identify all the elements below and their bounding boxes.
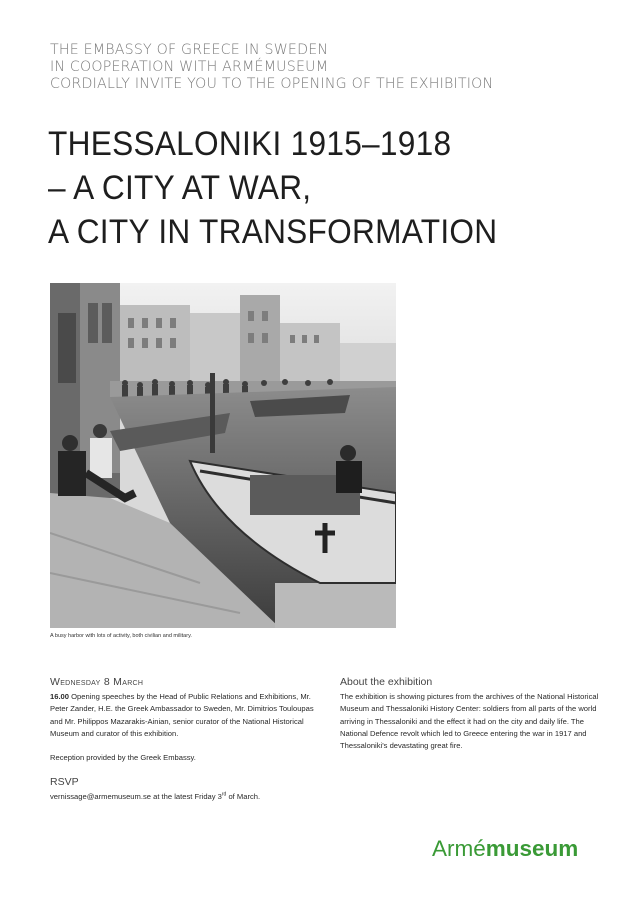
event-program: [50, 691, 315, 740]
event-details: [50, 676, 315, 804]
title-line-3: A CITY IN TRANSFORMATION: [48, 213, 498, 251]
title-line-1: THESSALONIKI 1915–1918: [48, 125, 452, 163]
logo-part-1: Armé: [432, 836, 486, 861]
invitation-intro: [50, 42, 590, 93]
about-text: The exhibition is showing pictures from the archives of the National Historical Museum and Thessaloniki History Center: soldiers from all parts of the world arriving in Thessaloniki and the effect it had on the city and daily life. The National Defence revolt which led to Greece entering the war in 1917 and Thessaloniki's devastating great fire.: [340, 692, 599, 751]
intro-line-1: THE EMBASSY OF GREECE IN SWEDEN: [50, 42, 329, 58]
event-speeches: Opening speeches by the Head of Public Relations and Exhibitions, Mr. Peter Zander, H.E. the Greek Ambassador to Sweden, Mr. Dimitrios Touloupas and Mr. Philippos Mazarakis-Ainian, senior curator of the National Historical Museum and curator of this exhibition.: [50, 692, 314, 738]
about-section: [340, 676, 600, 752]
rsvp-superscript: rd: [221, 791, 227, 798]
logo-part-2: museum: [485, 836, 579, 861]
intro-line-2: IN COOPERATION WITH ARMÉMUSEUM: [50, 59, 329, 75]
photo-caption: A busy harbor with lots of activity, both civilian and military.: [50, 633, 192, 639]
rsvp-text-end: of March.: [226, 792, 261, 802]
title-line-2: – A CITY AT WAR,: [48, 169, 312, 207]
intro-line-3: CORDIALLY INVITE YOU TO THE OPENING OF THE EXHIBITION: [50, 76, 494, 92]
armemuseum-logo: [432, 836, 578, 862]
event-time: 16.00: [50, 692, 70, 701]
event-date: Wednesday 8 March: [50, 676, 144, 688]
rsvp-heading: RSVP: [50, 776, 79, 789]
about-heading: About the exhibition: [340, 676, 433, 688]
rsvp-text: [50, 791, 315, 803]
harbor-photo: [50, 283, 396, 628]
event-reception: Reception provided by the Greek Embassy.: [50, 753, 196, 763]
exhibition-title: [48, 122, 608, 254]
rsvp-email-deadline: vernissage@armemuseum.se at the latest Friday 3: [50, 792, 222, 802]
